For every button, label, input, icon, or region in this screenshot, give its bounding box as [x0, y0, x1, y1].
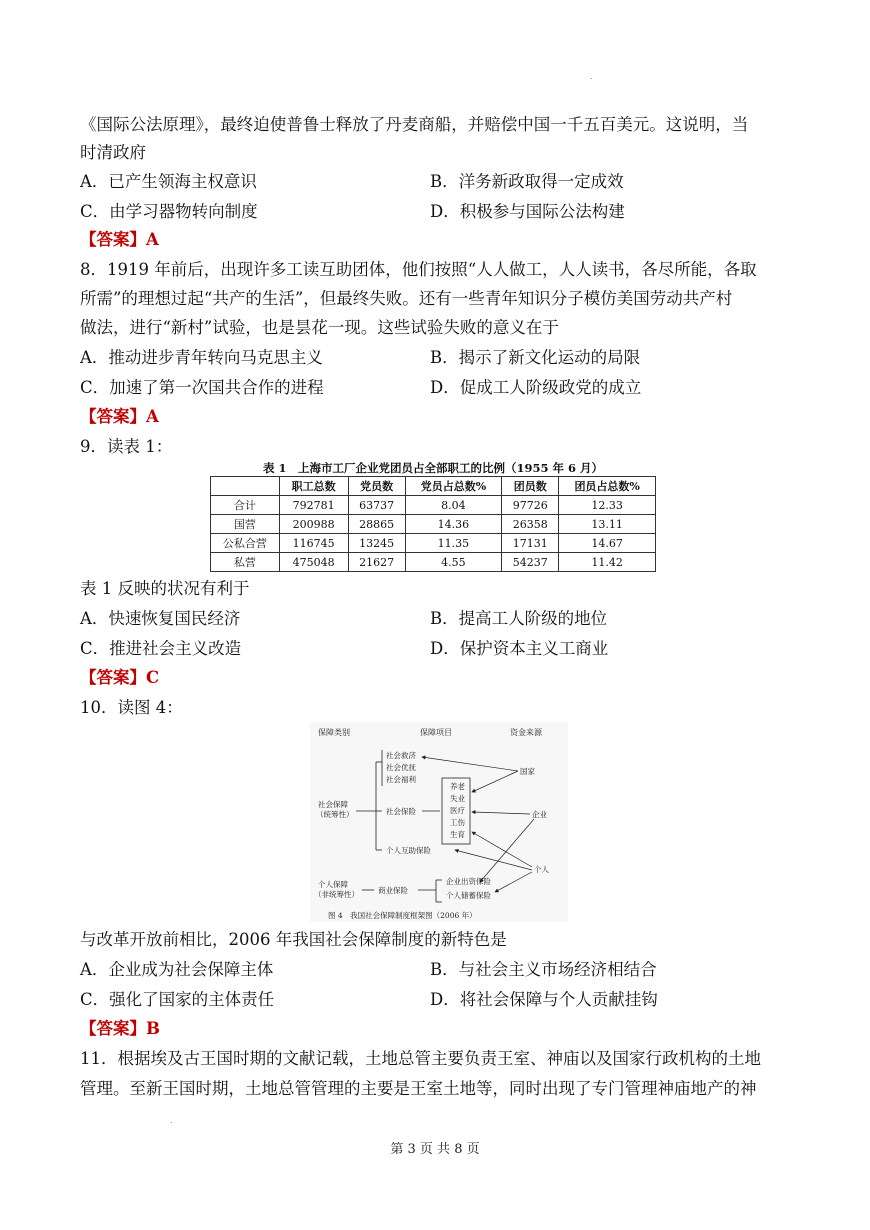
figure-source-individual: 个人 [534, 865, 549, 874]
table-header-cell: 党员数 [348, 477, 405, 496]
figure-social-item: 社会救济 [386, 751, 416, 760]
table-cell: 475048 [279, 553, 348, 572]
page-dot-bottom: . [170, 1116, 173, 1125]
page-dot-top: . [590, 72, 593, 81]
table-cell: 13245 [348, 534, 405, 553]
q9-answer: 【答案】C [80, 668, 160, 687]
figure-social-item: 社会优抚 [386, 763, 416, 772]
figure-social-security-label: 社会保障 [318, 800, 348, 809]
table-cell: 28865 [348, 515, 405, 534]
table-header-cell: 团员占总数% [559, 477, 656, 496]
q9-stem: 表 1 反映的状况有利于 [80, 579, 250, 598]
q9-intro: 9．读表 1： [80, 437, 173, 456]
table-header-cell [211, 477, 280, 496]
page-footer: 第 3 页 共 8 页 [390, 1142, 480, 1157]
figure-col-header: 资金来源 [510, 728, 542, 737]
table-row [211, 515, 656, 534]
table-header-cell: 党员占总数% [405, 477, 502, 496]
q10-option-a[interactable]: A．企业成为社会保障主体 [80, 960, 274, 979]
figure-social-item: 社会福利 [386, 775, 416, 784]
figure-4 [310, 722, 568, 922]
figure-commercial-insurance: 商业保险 [378, 886, 408, 895]
table-row [211, 534, 656, 553]
q7-line-2: 时清政府 [80, 143, 146, 162]
figure-4-diagram [310, 722, 568, 922]
figure-source-state: 国家 [520, 767, 535, 776]
table-cell: 54237 [502, 553, 559, 572]
table-row [211, 496, 656, 515]
table-cell: 12.33 [559, 496, 656, 515]
table-cell: 合计 [211, 496, 280, 515]
figure-source-enterprise: 企业 [532, 810, 547, 819]
table-cell: 63737 [348, 496, 405, 515]
table-1 [210, 476, 656, 572]
figure-col-header: 保障类别 [318, 728, 350, 737]
q8-answer: 【答案】A [80, 407, 159, 426]
q8-option-b[interactable]: B．揭示了新文化运动的局限 [430, 348, 641, 367]
q10-stem: 与改革开放前相比，2006 年我国社会保障制度的新特色是 [80, 930, 507, 949]
q7-option-c[interactable]: C．由学习器物转向制度 [80, 202, 258, 221]
table-header-row [211, 477, 656, 496]
q8-line-2: 所需”的理想过起“共产的生活”，但最终失败。还有一些青年知识分子模仿美国劳动共产村 [80, 289, 733, 308]
q9-option-b[interactable]: B．提高工人阶级的地位 [430, 609, 608, 628]
figure-personal-security-label: 个人保障 [318, 880, 348, 889]
q10-option-c[interactable]: C．强化了国家的主体责任 [80, 990, 275, 1009]
q10-option-b[interactable]: B．与社会主义市场经济相结合 [430, 960, 657, 979]
table-row [211, 553, 656, 572]
figure-insurance-type: 医疗 [450, 806, 465, 815]
q8-line-1: 8．1919 年前后，出现许多工读互助团体，他们按照“人人做工，人人读书，各尽所能，各取 [80, 260, 757, 279]
q9-option-a[interactable]: A．快速恢复国民经济 [80, 609, 241, 628]
q7-answer: 【答案】A [80, 230, 159, 249]
table-cell: 21627 [348, 553, 405, 572]
table-cell: 8.04 [405, 496, 502, 515]
q7-option-b[interactable]: B．洋务新政取得一定成效 [430, 172, 624, 191]
q11-line-1: 11．根据埃及古王国时期的文献记载，土地总管主要负责王室、神庙以及国家行政机构的土地 [80, 1049, 761, 1068]
table-header-cell: 职工总数 [279, 477, 348, 496]
table-cell: 14.36 [405, 515, 502, 534]
q11-line-2: 管理。至新王国时期，土地总管管理的主要是王室土地等，同时出现了专门管理神庙地产的神 [80, 1079, 757, 1098]
table-cell: 116745 [279, 534, 348, 553]
figure-insurance-type: 失业 [450, 794, 465, 803]
table-header-cell: 团员数 [502, 477, 559, 496]
figure-commercial-item: 个人储蓄保险 [446, 891, 491, 900]
q10-intro: 10．读图 4： [80, 698, 183, 717]
figure-insurance-type: 工伤 [450, 818, 465, 827]
figure-personal-security-sublabel: （非统筹性） [314, 890, 359, 899]
table-cell: 国营 [211, 515, 280, 534]
table-cell: 97726 [502, 496, 559, 515]
figure-4-caption: 图 4 我国社会保障制度框架图（2006 年） [328, 911, 477, 920]
q7-line-1: 《国际公法原理》，最终迫使普鲁士释放了丹麦商船，并赔偿中国一千五百美元。这说明，当 [80, 115, 749, 134]
table-cell: 17131 [502, 534, 559, 553]
q8-option-a[interactable]: A．推动进步青年转向马克思主义 [80, 348, 323, 367]
q8-option-c[interactable]: C．加速了第一次国共合作的进程 [80, 378, 324, 397]
table-cell: 200988 [279, 515, 348, 534]
table-cell: 4.55 [405, 553, 502, 572]
table-cell: 13.11 [559, 515, 656, 534]
table-1-caption: 表 1 上海市工厂企业党团员占全部职工的比例（1955 年 6 月） [262, 461, 604, 475]
q10-answer: 【答案】B [80, 1019, 160, 1038]
figure-social-security-sublabel: （统筹性） [316, 810, 354, 819]
table-cell: 14.67 [559, 534, 656, 553]
table-cell: 792781 [279, 496, 348, 515]
figure-commercial-item: 企业出资保险 [446, 877, 491, 886]
figure-insurance-type: 养老 [450, 782, 465, 791]
table-cell: 私营 [211, 553, 280, 572]
q7-option-a[interactable]: A．已产生领海主权意识 [80, 172, 257, 191]
table-cell: 11.42 [559, 553, 656, 572]
figure-col-header: 保障项目 [420, 728, 452, 737]
q9-option-c[interactable]: C．推进社会主义改造 [80, 639, 242, 658]
q9-option-d[interactable]: D．保护资本主义工商业 [430, 639, 609, 658]
table-cell: 公私合营 [211, 534, 280, 553]
table-cell: 26358 [502, 515, 559, 534]
q10-option-d[interactable]: D．将社会保障与个人贡献挂钩 [430, 990, 658, 1009]
q7-option-d[interactable]: D．积极参与国际公法构建 [430, 202, 625, 221]
figure-social-item: 个人互助保险 [386, 846, 431, 855]
table-cell: 11.35 [405, 534, 502, 553]
q8-line-3: 做法，进行“新村”试验，也是昙花一现。这些试验失败的意义在于 [80, 318, 559, 337]
figure-social-item: 社会保险 [386, 807, 416, 816]
q8-option-d[interactable]: D．促成工人阶级政党的成立 [430, 378, 642, 397]
figure-insurance-type: 生育 [450, 830, 465, 839]
